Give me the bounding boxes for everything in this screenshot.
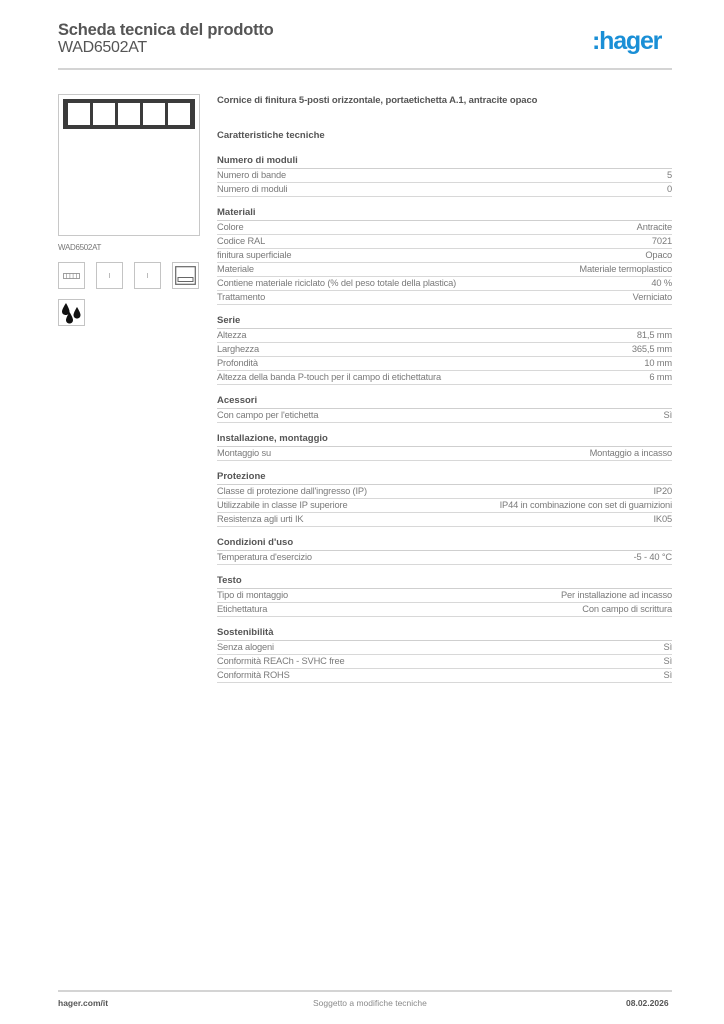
monitor-frame-icon xyxy=(172,262,199,289)
spec-value: Antracite xyxy=(636,222,672,232)
spec-section xyxy=(217,471,672,527)
spec-label: Resistenza agli urti IK xyxy=(217,514,304,524)
spec-row xyxy=(217,485,672,499)
spec-label: Contiene materiale riciclato (% del peso totale della plastica) xyxy=(217,278,457,288)
frame-slot xyxy=(143,103,165,125)
spec-label: Altezza xyxy=(217,330,247,340)
spec-value: Per installazione ad incasso xyxy=(560,590,672,600)
spec-label: Conformità ROHS xyxy=(217,670,290,680)
spec-value: 7021 xyxy=(651,236,672,246)
spec-value: Sì xyxy=(663,656,672,666)
spec-value: 81,5 mm xyxy=(636,330,672,340)
spec-value: 40 % xyxy=(651,278,672,288)
spec-label: Altezza della banda P-touch per il campo di etichettatura xyxy=(217,372,442,382)
spec-row xyxy=(217,263,672,277)
spec-row xyxy=(217,447,672,461)
spec-section xyxy=(217,207,672,305)
hager-logo: :hager xyxy=(592,27,662,55)
spec-row xyxy=(217,277,672,291)
spec-value: IK05 xyxy=(653,514,672,524)
spec-value: Verniciato xyxy=(632,292,672,302)
spec-row xyxy=(217,589,672,603)
header-divider xyxy=(58,68,672,70)
footer-date: 08.02.2026 xyxy=(626,998,669,1008)
product-image-caption: WAD6502AT xyxy=(58,243,102,252)
spec-section xyxy=(217,575,672,617)
spec-label: Montaggio su xyxy=(217,448,272,458)
spec-section-title: Protezione xyxy=(217,471,672,485)
spec-label: Tipo di montaggio xyxy=(217,590,289,600)
spec-label: Larghezza xyxy=(217,344,260,354)
spec-value: IP44 in combinazione con set di guarnizioni xyxy=(499,500,672,510)
single-slot-icon xyxy=(134,262,161,289)
frame-slot xyxy=(93,103,115,125)
spec-row xyxy=(217,513,672,527)
spec-label: Con campo per l'etichetta xyxy=(217,410,319,420)
spec-label: Classe di protezione dall'ingresso (IP) xyxy=(217,486,367,496)
spec-row xyxy=(217,669,672,683)
spec-section-title: Acessori xyxy=(217,395,672,409)
spec-row xyxy=(217,603,672,617)
product-image xyxy=(58,94,200,236)
spec-row xyxy=(217,357,672,371)
modules-strip-icon xyxy=(58,262,85,289)
spec-section-title: Numero di moduli xyxy=(217,155,672,169)
spec-section xyxy=(217,627,672,683)
frame-slot xyxy=(68,103,90,125)
single-slot-icon xyxy=(96,262,123,289)
product-code: WAD6502AT xyxy=(58,39,147,56)
spec-row xyxy=(217,235,672,249)
feature-icons-row xyxy=(58,262,199,289)
spec-row xyxy=(217,329,672,343)
spec-section-title: Sostenibilità xyxy=(217,627,672,641)
spec-row xyxy=(217,343,672,357)
spec-value: 6 mm xyxy=(649,372,672,382)
spec-section xyxy=(217,433,672,461)
spec-section xyxy=(217,315,672,385)
spec-label: finitura superficiale xyxy=(217,250,292,260)
spec-row xyxy=(217,183,672,197)
spec-label: Numero di moduli xyxy=(217,184,288,194)
spec-value: Montaggio a incasso xyxy=(589,448,672,458)
spec-label: Conformità REACh - SVHC free xyxy=(217,656,345,666)
spec-section-title: Materiali xyxy=(217,207,672,221)
spec-section-title: Condizioni d'uso xyxy=(217,537,672,551)
spec-value: Opaco xyxy=(645,250,672,260)
spec-row xyxy=(217,551,672,565)
spec-section xyxy=(217,537,672,565)
spec-label: Numero di bande xyxy=(217,170,287,180)
spec-value: Materiale termoplastico xyxy=(579,264,672,274)
spec-label: Codice RAL xyxy=(217,236,266,246)
spec-value: Sì xyxy=(663,670,672,680)
spec-section-title: Installazione, montaggio xyxy=(217,433,672,447)
spec-section xyxy=(217,155,672,197)
spec-row xyxy=(217,221,672,235)
spec-section-title: Serie xyxy=(217,315,672,329)
spec-value: Con campo di scrittura xyxy=(582,604,672,614)
frame-5-slot-illustration xyxy=(63,99,195,129)
product-description: Cornice di finitura 5-posti orizzontale, portaetichetta A.1, antracite opaco xyxy=(217,95,538,106)
spec-value: 0 xyxy=(666,184,672,194)
spec-row xyxy=(217,291,672,305)
spec-value: Sì xyxy=(663,642,672,652)
spec-row xyxy=(217,169,672,183)
spec-label: Profondità xyxy=(217,358,258,368)
footer-notice: Soggetto a modifiche tecniche xyxy=(313,998,427,1008)
spec-row xyxy=(217,641,672,655)
spec-value: IP20 xyxy=(653,486,672,496)
specs-heading: Caratteristiche tecniche xyxy=(217,130,325,141)
footer-website-link[interactable]: hager.com/it xyxy=(58,998,109,1008)
spec-row xyxy=(217,249,672,263)
specs-sections xyxy=(217,155,672,693)
frame-slot xyxy=(118,103,140,125)
spec-row xyxy=(217,409,672,423)
frame-slot xyxy=(168,103,190,125)
spec-label: Utilizzabile in classe IP superiore xyxy=(217,500,348,510)
spec-section xyxy=(217,395,672,423)
spec-label: Etichettatura xyxy=(217,604,268,614)
water-drops-icon xyxy=(58,299,85,326)
spec-label: Colore xyxy=(217,222,244,232)
spec-value: 10 mm xyxy=(644,358,672,368)
spec-row xyxy=(217,655,672,669)
spec-value: 365,5 mm xyxy=(631,344,672,354)
document-title: Scheda tecnica del prodotto xyxy=(58,21,274,39)
spec-label: Materiale xyxy=(217,264,254,274)
spec-row xyxy=(217,499,672,513)
spec-value: 5 xyxy=(666,170,672,180)
spec-value: -5 - 40 °C xyxy=(633,552,672,562)
spec-label: Trattamento xyxy=(217,292,266,302)
spec-label: Temperatura d'esercizio xyxy=(217,552,312,562)
spec-row xyxy=(217,371,672,385)
spec-section-title: Testo xyxy=(217,575,672,589)
footer-divider xyxy=(58,990,672,992)
spec-value: Sì xyxy=(663,410,672,420)
spec-label: Senza alogeni xyxy=(217,642,274,652)
